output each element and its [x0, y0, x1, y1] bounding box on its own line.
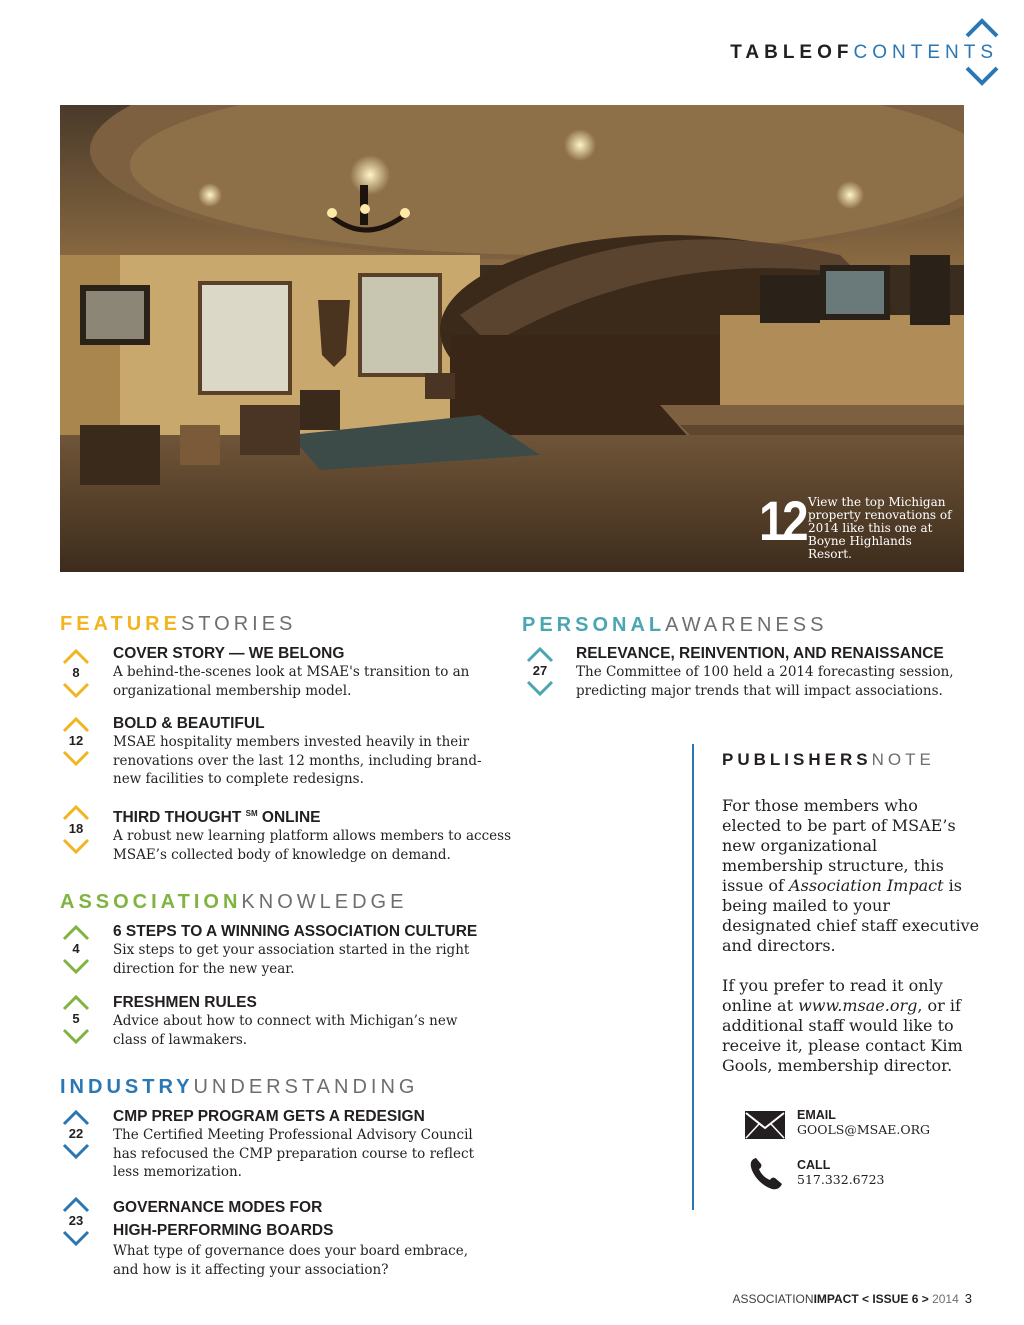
note-text: If you prefer to read it only online at — [722, 976, 943, 1015]
item-description: Advice about how to connect with Michigan’s new class of lawmakers. — [113, 1013, 458, 1048]
item-description: A behind-the-scenes look at MSAE's transition to an organizational membership model. — [113, 664, 470, 699]
page-badge — [61, 716, 91, 768]
association-heading-bold: ASSOCIATION — [60, 891, 242, 913]
item-title: FRESHMEN RULES — [113, 994, 257, 1011]
page-number: 5 — [72, 1011, 80, 1026]
page-badge — [61, 994, 91, 1046]
item-title — [113, 1196, 493, 1242]
personal-awareness-heading — [522, 613, 827, 637]
note-text: is being mailed to your designated chief staff executive and directors. — [722, 876, 980, 955]
note-text: For those members who elected to be part of MSAE’s new organizational membership structure, this issue of — [722, 796, 956, 895]
call-value[interactable]: 517.332.6723 — [797, 1172, 885, 1187]
personal-heading-light: AWARENESS — [665, 614, 828, 636]
item-title: RELEVANCE, REINVENTION, AND RENAISSANCE — [576, 645, 944, 662]
email-value[interactable]: GOOLS@MSAE.ORG — [797, 1122, 930, 1137]
page-footer — [732, 1291, 972, 1306]
feature-heading-light: STORIES — [180, 613, 297, 635]
publishers-note-body — [722, 796, 982, 1096]
page-badge — [61, 924, 91, 976]
page-badge — [61, 648, 91, 700]
toc-item[interactable] — [113, 1107, 488, 1182]
association-heading-light: KNOWLEDGE — [241, 891, 408, 913]
item-title: BOLD & BEAUTIFUL — [113, 715, 265, 732]
publication-name: Association Impact — [789, 876, 944, 895]
page-number: 22 — [68, 1126, 84, 1141]
divider-line — [692, 744, 694, 1210]
item-title: 6 STEPS TO A WINNING ASSOCIATION CULTURE — [113, 923, 478, 940]
footer-impact: IMPACT < ISSUE 6 > — [813, 1292, 929, 1306]
footer-association: ASSOCIATION — [732, 1292, 814, 1306]
page-number: 23 — [68, 1213, 84, 1228]
page-number-footer: 3 — [964, 1291, 972, 1306]
page-number: 8 — [72, 665, 80, 680]
item-description: MSAE hospitality members invested heavily in their renovations over the last 12 months, including brand-new facilities to complete redesigns. — [113, 734, 482, 787]
toc-item[interactable] — [113, 1196, 493, 1279]
item-title-text: THIRD THOUGHT — [113, 809, 242, 827]
item-description: A robust new learning platform allows members to access MSAE’s collected body of knowledge on demand. — [113, 828, 512, 863]
feature-stories-heading — [60, 612, 296, 636]
association-knowledge-heading — [60, 890, 407, 914]
table-of-contents-header — [730, 42, 998, 64]
item-title: COVER STORY — WE BELONG — [113, 645, 345, 662]
header-bold: TABLEOF — [730, 42, 854, 63]
email-label: EMAIL — [797, 1108, 836, 1122]
phone-icon — [748, 1156, 784, 1192]
page-number: 27 — [532, 663, 548, 678]
toc-item[interactable] — [576, 644, 971, 700]
item-title-after: ONLINE — [257, 809, 321, 827]
publishers-note-heading — [722, 750, 935, 770]
industry-heading-light: UNDERSTANDING — [193, 1076, 419, 1098]
note-paragraph-2 — [722, 976, 982, 1076]
email-contact[interactable] — [797, 1108, 930, 1137]
page-badge — [525, 646, 555, 698]
header-chevron-icon — [963, 16, 1001, 88]
page-number: 4 — [72, 941, 80, 956]
personal-heading-bold: PERSONAL — [522, 614, 666, 636]
photo-caption-text: View the top Michigan property renovations of 2014 like this one at Boyne Highlands Resort. — [808, 495, 952, 561]
page-badge — [61, 804, 91, 856]
toc-item[interactable] — [113, 804, 513, 864]
item-title — [113, 804, 513, 827]
envelope-icon — [744, 1110, 786, 1140]
item-title-line-2: HIGH-PERFORMING BOARDS — [113, 1222, 334, 1239]
page-badge — [61, 1196, 91, 1248]
photo-caption-number: 12 — [759, 489, 806, 552]
footer-year: 2014 — [932, 1292, 959, 1306]
page-number: 12 — [68, 733, 84, 748]
service-mark: SM — [245, 809, 258, 818]
item-description: What type of governance does your board embrace, and how is it affecting your association? — [113, 1243, 468, 1278]
page-number: 18 — [68, 821, 84, 836]
industry-understanding-heading — [60, 1075, 418, 1099]
item-description: Six steps to get your association started in the right direction for the new year. — [113, 942, 470, 977]
item-title-line-1: GOVERNANCE MODES FOR — [113, 1199, 323, 1216]
note-paragraph-1 — [722, 796, 982, 956]
toc-item[interactable] — [113, 993, 483, 1049]
call-label: CALL — [797, 1158, 831, 1172]
header-light: CONTENTS — [853, 42, 998, 63]
publisher-heading-light: NOTE — [871, 750, 935, 769]
feature-heading-bold: FEATURE — [60, 613, 181, 635]
item-description: The Committee of 100 held a 2014 forecasting session, predicting major trends that will impact associations. — [576, 664, 954, 699]
industry-heading-bold: INDUSTRY — [60, 1076, 194, 1098]
note-text: , or if additional staff would like to receive it, please contact Kim Gools, membership director. — [722, 996, 963, 1075]
phone-contact[interactable] — [797, 1158, 884, 1187]
item-title: CMP PREP PROGRAM GETS A REDESIGN — [113, 1108, 425, 1125]
toc-item[interactable] — [113, 714, 498, 789]
website-link[interactable]: www.msae.org — [798, 996, 918, 1015]
item-description: The Certified Meeting Professional Advisory Council has refocused the CMP preparation course to reflect less memorization. — [113, 1127, 475, 1180]
publisher-heading-bold: PUBLISHERS — [722, 750, 872, 769]
page-badge — [61, 1109, 91, 1161]
toc-item[interactable] — [113, 922, 513, 978]
toc-item[interactable] — [113, 644, 513, 700]
